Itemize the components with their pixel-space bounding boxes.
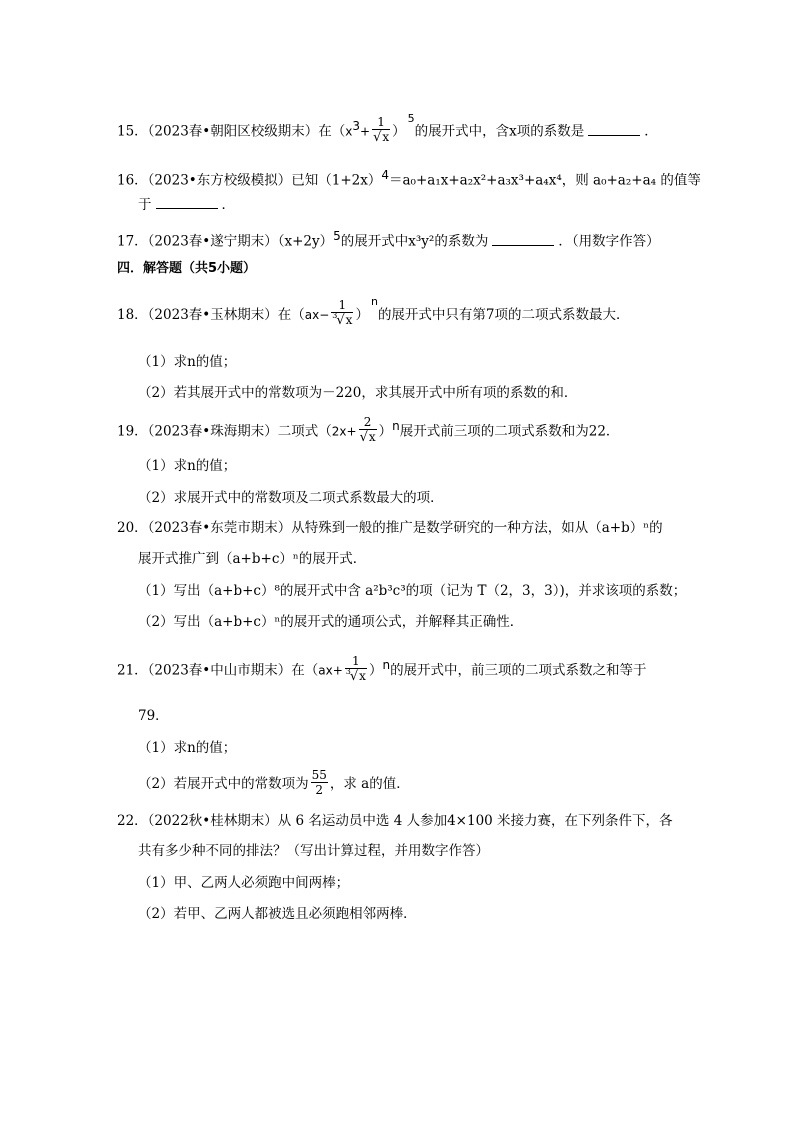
q22-sub1: （1）甲、乙两人必须跑中间两棒； — [138, 875, 350, 891]
q21-close: ） — [368, 662, 383, 679]
q21-fraction — [345, 654, 367, 685]
q21-sub2 — [138, 770, 410, 799]
q21-expr-a: ax — [318, 663, 333, 678]
q15-base-exp: 3 — [352, 119, 360, 133]
q17-exp: 5 — [333, 229, 341, 243]
q21-prefix: 21．（2023春•中山市期末）在（ — [117, 662, 319, 679]
q15-plus: + — [360, 124, 371, 139]
question-20-line1: 20．（2023春•东莞市期末）从特殊到一般的推广是数学研究的一种方法，如从（a+b）ⁿ的 — [117, 520, 663, 536]
q17-text-b: 的展开式中x³y²的系数为 — [340, 233, 489, 250]
q16-text-a: 16．（2023•东方校级模拟）已知（1+2x） — [117, 172, 382, 189]
question-19 — [117, 416, 619, 447]
q15-answer-blank[interactable] — [588, 123, 640, 136]
q19-prefix: 19．（2023春•珠海期末）二项式（ — [117, 423, 332, 440]
q17-answer-blank[interactable] — [492, 233, 554, 246]
q18-prefix: 18．（2023春•玉林期末）在（ — [117, 307, 305, 323]
q21-outer-exp: n — [382, 658, 391, 672]
q20-sub2: （2）写出（a+b+c）ⁿ的展开式的通项公式，并解释其正确性． — [138, 614, 524, 630]
q16-exp: 4 — [381, 168, 389, 182]
q18-expr-a: ax — [304, 308, 320, 322]
sqrt-icon: √ — [359, 430, 368, 445]
cube-root-icon: √ — [336, 313, 345, 328]
q15-suffix: 的展开式中，含x项的系数是 — [414, 123, 585, 140]
q22-sub2: （2）若甲、乙两人都被选且必须跑相邻两棒． — [138, 906, 417, 922]
q15-frac-den: √x — [373, 130, 390, 145]
q19-plus: + — [346, 424, 357, 439]
q16-text-b: ＝a₀+a₁x+a₂x²+a₃x³+a₄x⁴，则 a₀+a₂+a₄ 的值等 — [389, 172, 701, 189]
question-22-line2: 共有多少种不同的排法？（写出计算过程，并用数字作答） — [138, 843, 489, 859]
q17-text-c: ．（用数字作答） — [558, 233, 660, 250]
q18-fraction — [331, 298, 353, 329]
q16-text-c: 于 — [138, 197, 152, 213]
q21-frac-num: 1 — [352, 653, 360, 668]
q19-frac-den: √x — [359, 430, 376, 445]
q19-sub1: （1）求n的值； — [138, 458, 237, 474]
cube-root-icon: √ — [349, 668, 359, 684]
q19-frac-num: 2 — [363, 415, 372, 429]
q18-outer-exp: n — [370, 295, 378, 308]
question-18 — [117, 295, 630, 331]
section-heading-4: 四．解答题（共5小题） — [117, 261, 257, 276]
question-20-line2: 展开式推广到（a+b+c）ⁿ的展开式． — [138, 551, 367, 567]
q19-outer-exp: n — [392, 419, 400, 433]
q15-outer-exp: 5 — [407, 111, 415, 125]
q15-close: ） — [392, 123, 406, 140]
question-17 — [117, 226, 660, 252]
q18-sub2: （2）若其展开式中的常数项为－220，求其展开式中所有项的系数的和． — [138, 385, 578, 401]
q20-sub1: （1）写出（a+b+c）⁸的展开式中含 a²b³c³的项（记为 T（2，3，3）)，并求该项的系数； — [138, 583, 687, 599]
q15-fraction — [372, 115, 390, 145]
question-16-cont: 于 ． — [138, 197, 235, 213]
q18-frac-num: 1 — [338, 298, 347, 312]
q19-expr-a: 2x — [331, 424, 347, 439]
q21-sub1: （1）求n的值； — [138, 740, 237, 756]
q21-sub2-fraction: $\frac{55}{2}$ — [311, 768, 327, 797]
q21-suffix: 的展开式中，前三项的二项式系数之和等于 — [390, 662, 647, 679]
sqrt-icon: √ — [373, 130, 382, 145]
q21-sub2-b: ，求 a的值． — [329, 776, 410, 792]
q15-base: x — [345, 124, 353, 139]
q19-fraction — [359, 415, 377, 445]
q18-frac-den: $^3$√x — [332, 311, 353, 328]
q18-minus: − — [319, 308, 330, 322]
q18-close: ） — [355, 307, 369, 323]
q18-sub1: （1）求n的值； — [138, 354, 237, 370]
question-16 — [117, 165, 701, 191]
q15-frac-num: 1 — [377, 115, 385, 129]
question-15: 15．（2023春•朝阳区校级期末）在（$x^3+$ $\frac{1}{√x}$ ）$^5$的展开式中，含x项的系数是 ． — [117, 111, 658, 145]
q16-answer-blank[interactable] — [156, 196, 218, 209]
q19-close: ） — [378, 423, 393, 440]
q19-sub2: （2）求展开式中的常数项及二项式系数最大的项． — [138, 490, 444, 506]
q18-suffix: 的展开式中只有第7项的二项式系数最大． — [377, 307, 630, 323]
q15-prefix: 15．（2023春•朝阳区校级期末）在（ — [117, 123, 346, 140]
q21-frac-den: $^3$√x — [345, 666, 366, 684]
q21-plus: + — [332, 663, 343, 678]
question-21 — [117, 655, 647, 687]
q21-sub2-a: （2）若展开式中的常数项为 — [138, 776, 309, 792]
q19-suffix: 展开式前三项的二项式系数和为22． — [399, 423, 620, 440]
q17-text-a: 17．（2023春•遂宁期末）（x+2y） — [117, 233, 334, 250]
question-22-line1: 22．（2022秋•桂林期末）从 6 名运动员中选 4 人参加4×100 米接力赛，在下列条件下，各 — [117, 813, 673, 829]
question-21-line2: 79． — [138, 708, 169, 724]
